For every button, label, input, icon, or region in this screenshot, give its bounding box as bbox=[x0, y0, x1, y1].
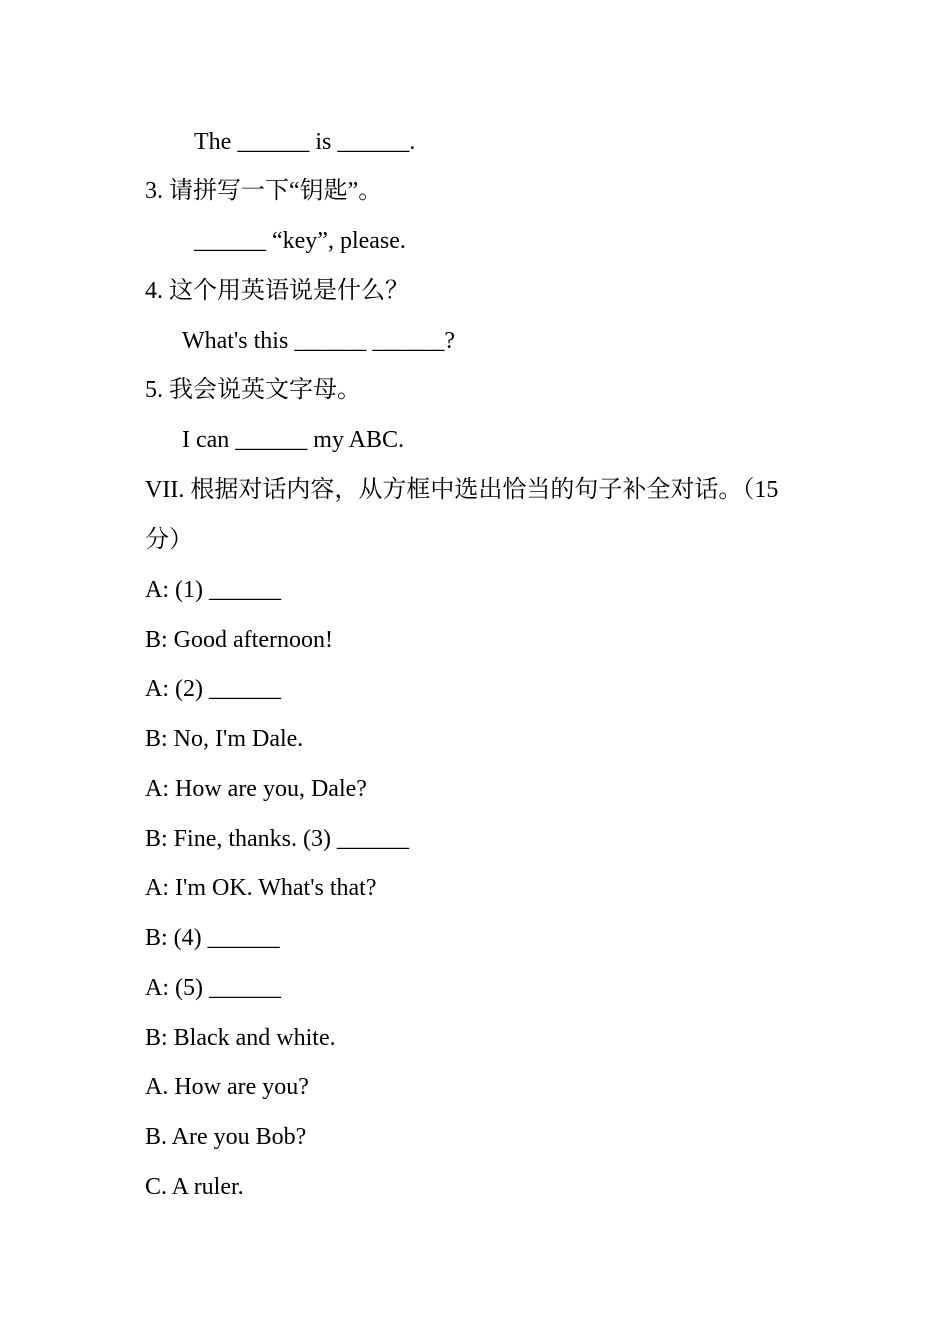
dialogue-line: A: (5) ______ bbox=[145, 975, 281, 1001]
option-a: A. How are you? bbox=[145, 1074, 309, 1100]
dialogue-line: A: (1) ______ bbox=[145, 577, 281, 603]
question-3: 3. 请拼写一下“钥匙”。 bbox=[145, 178, 383, 204]
dialogue-line: B: Fine, thanks. (3) ______ bbox=[145, 826, 409, 852]
dialogue-line: B: (4) ______ bbox=[145, 925, 280, 951]
fill-in-sentence: I can ______ my ABC. bbox=[182, 427, 404, 453]
dialogue-line: B: Good afternoon! bbox=[145, 627, 333, 653]
option-c: C. A ruler. bbox=[145, 1174, 244, 1200]
question-4: 4. 这个用英语说是什么？ bbox=[145, 278, 409, 304]
fill-in-sentence: The ______ is ______. bbox=[194, 129, 416, 155]
dialogue-line: A: (2) ______ bbox=[145, 676, 281, 702]
dialogue-line: A: How are you, Dale? bbox=[145, 776, 367, 802]
dialogue-line: B: Black and white. bbox=[145, 1025, 336, 1051]
option-b: B. Are you Bob? bbox=[145, 1124, 307, 1150]
dialogue-line: B: No, I'm Dale. bbox=[145, 726, 304, 752]
question-5: 5. 我会说英文字母。 bbox=[145, 377, 361, 403]
fill-in-sentence: What's this ______ ______? bbox=[182, 328, 455, 354]
fill-in-sentence: ______ “key”, please. bbox=[194, 228, 406, 254]
section-vii-heading: VII. 根据对话内容，从方框中选出恰当的句子补全对话。（15分） bbox=[145, 477, 779, 553]
dialogue-line: A: I'm OK. What's that? bbox=[145, 875, 377, 901]
